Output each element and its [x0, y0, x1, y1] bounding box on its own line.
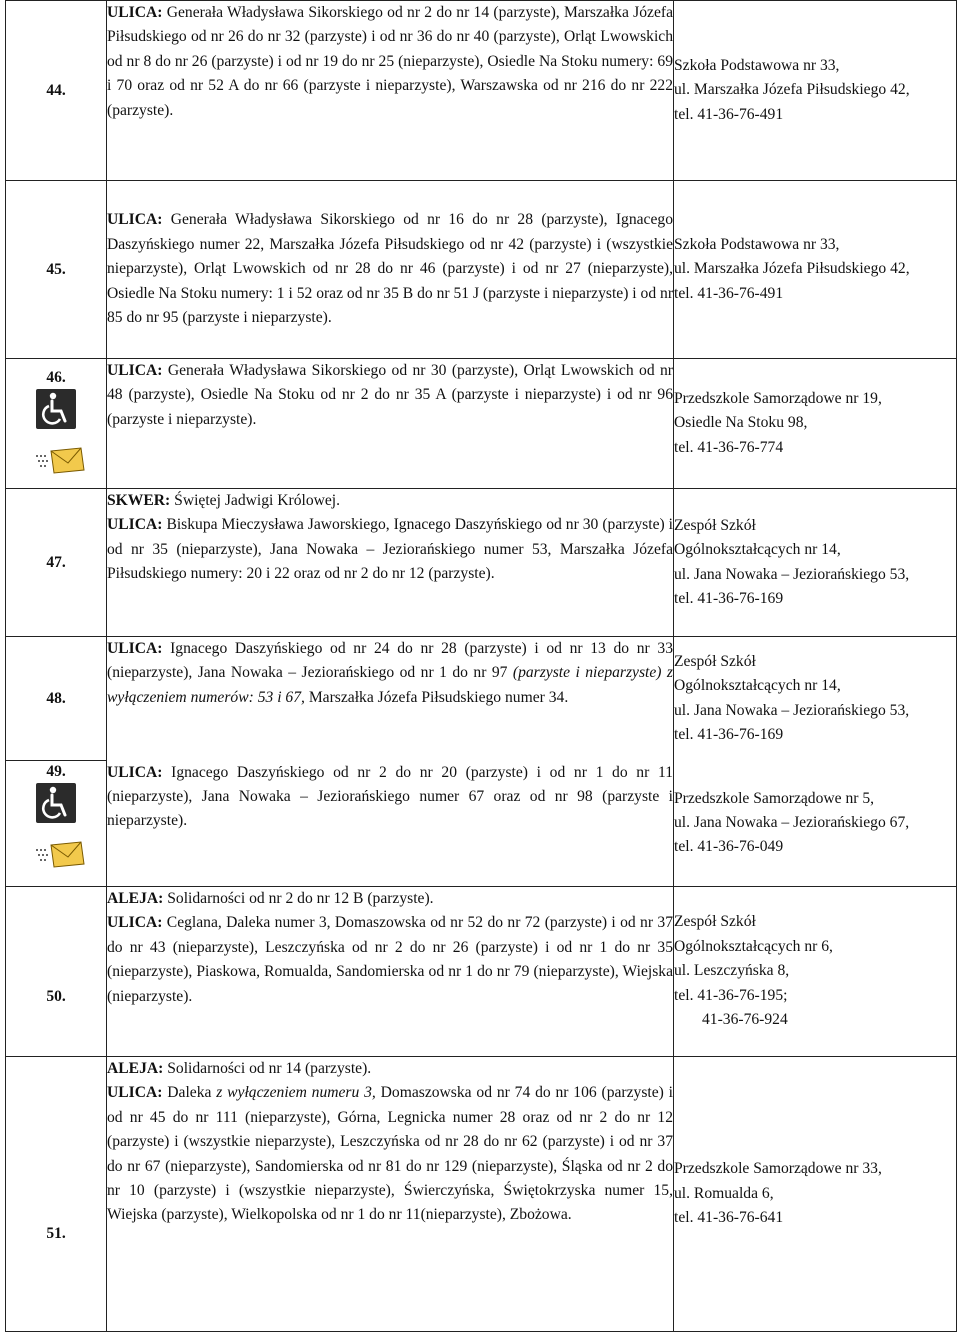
- institution-name: Zespół Szkół: [674, 652, 756, 670]
- street-list: Świętej Jadwigi Królowej.: [170, 492, 341, 509]
- row-number: 44.: [6, 1, 107, 181]
- institution-cell: [674, 181, 957, 359]
- institution-name: Przedszkole Samorządowe nr 5,: [674, 789, 875, 807]
- street-type-label: ULICA:: [107, 763, 163, 781]
- table-row: [6, 761, 957, 887]
- institution-phone: tel. 41-36-76-641: [674, 1209, 784, 1227]
- street-list: Ignacego Daszyńskiego od nr 2 do nr 20 (parzyste) i od nr 1 do nr 11 (nieparzyste), Jana Nowaka – Jeziorańskiego numer 67 oraz od nr 98 (parzyste i nieparzyste).: [107, 763, 673, 830]
- institution-address: ul. Marszałka Józefa Piłsudskiego 42,: [674, 260, 910, 278]
- institution-name: Ogólnokształcących nr 14,: [674, 677, 841, 695]
- institution-name: Przedszkole Samorządowe nr 19,: [674, 389, 882, 407]
- institution-phone: tel. 41-36-76-195;: [674, 986, 788, 1004]
- row-number: 50.: [6, 887, 107, 1057]
- institution-cell: [674, 887, 957, 1057]
- exclusion-note: (parzyste i nieparzyste) z wyłączeniem numerów: 53 i 67,: [107, 664, 673, 706]
- institution-name: Szkoła Podstawowa nr 33,: [674, 56, 840, 74]
- street-type-label: SKWER:: [107, 492, 171, 509]
- institution-address: ul. Jana Nowaka – Jeziorańskiego 53,: [674, 701, 910, 719]
- institution-address: Osiedle Na Stoku 98,: [674, 414, 808, 432]
- street-type-label: ULICA:: [107, 4, 163, 21]
- institution-address: ul. Jana Nowaka – Jeziorańskiego 67,: [674, 814, 910, 832]
- streets-cell: [107, 637, 674, 761]
- table-row: [6, 181, 957, 359]
- streets-cell: [107, 489, 674, 637]
- exclusion-note: z wyłączeniem numeru 3,: [216, 1084, 376, 1102]
- institution-phone: tel. 41-36-76-169: [674, 726, 784, 744]
- streets-cell: [107, 887, 674, 1057]
- institution-address: ul. Marszałka Józefa Piłsudskiego 42,: [674, 81, 910, 99]
- table-row: [6, 887, 957, 1057]
- table-row: [6, 359, 957, 489]
- street-list: Solidarności od nr 14 (parzyste).: [163, 1060, 372, 1077]
- streets-cell: [107, 1057, 674, 1332]
- wheelchair-icon: [36, 389, 76, 429]
- institution-phone: tel. 41-36-76-169: [674, 589, 784, 607]
- institution-name: Ogólnokształcących nr 14,: [674, 541, 841, 559]
- institution-name: Ogólnokształcących nr 6,: [674, 937, 833, 955]
- institution-name: Zespół Szkół: [674, 516, 756, 534]
- street-list: Domaszowska od nr 74 do nr 106 (parzyste) i od nr 45 do nr 111 (nieparzyste), Górna, Legnicka numer 28 oraz od nr 2 do nr 12 (parzyste) i (wszystkie nieparzyste), Leszczyńska od nr 28 do nr 62 (parzyste) i od nr 37 do nr 67 (nieparzyste), Sandomierska od nr 81 do nr 129 (nieparzyste), Śląska od nr 2 do nr 10 (parzyste) i (wszystkie nieparzyste), Świerczyńska, Świętokrzyska numer 15, Wiejska (parzyste), Wielkopolska od nr 1 do nr 11(nieparzyste), Zbożowa.: [107, 1084, 674, 1224]
- table-row: [6, 1057, 957, 1332]
- street-list: Generała Władysława Sikorskiego od nr 16 do nr 28 (parzyste), Ignacego Daszyńskiego numer 22, Marszałka Józefa Piłsudskiego od nr 42 (parzyste) i (wszystkie nieparzyste), Orląt Lwowskich od nr 28 do nr 46 (parzyste) i od nr 27 (nieparzyste), Osiedle Na Stoku numery: 1 i 52 oraz od nr 35 B do nr 51 J (parzyste i nieparzyste) i od nr 85 do nr 95 (parzyste i nieparzyste).: [107, 211, 674, 327]
- institution-address: ul. Romualda 6,: [674, 1184, 774, 1202]
- street-type-label: ULICA:: [107, 1084, 163, 1102]
- street-list: Generała Władysława Sikorskiego od nr 30 (parzyste), Orląt Lwowskich od nr 48 (parzyste), Osiedle Na Stoku od nr 2 do nr 35 A (parzyste i nieparzyste) i od nr 96 (parzyste i nieparzyste).: [107, 362, 673, 428]
- institution-cell: [674, 637, 957, 761]
- street-list: Solidarności od nr 2 do nr 12 B (parzyste).: [163, 890, 434, 907]
- row-number: 47.: [6, 489, 107, 637]
- wheelchair-icon: [36, 783, 76, 823]
- institution-phone: tel. 41-36-76-491: [674, 284, 784, 302]
- institution-cell: [674, 489, 957, 637]
- districts-table: [5, 0, 957, 1332]
- envelope-icon: [36, 841, 86, 869]
- row-number: 51.: [6, 1057, 107, 1332]
- street-type-label: ULICA:: [107, 516, 163, 534]
- street-list: Marszałka Józefa Piłsudskiego numer 34.: [304, 688, 569, 706]
- institution-cell: [674, 1, 957, 181]
- street-type-label: ALEJA:: [107, 890, 164, 907]
- streets-cell: [107, 359, 674, 489]
- institution-address: ul. Leszczyńska 8,: [674, 962, 790, 980]
- row-number: 46.: [6, 359, 107, 489]
- table-row: [6, 637, 957, 761]
- institution-cell: [674, 761, 957, 887]
- streets-cell: [107, 1, 674, 181]
- institution-name: Przedszkole Samorządowe nr 33,: [674, 1160, 882, 1178]
- street-type-label: ULICA:: [107, 914, 163, 932]
- street-type-label: ULICA:: [107, 640, 163, 657]
- table-row: [6, 489, 957, 637]
- street-type-label: ALEJA:: [107, 1060, 164, 1077]
- institution-name: Szkoła Podstawowa nr 33,: [674, 235, 840, 253]
- institution-phone: tel. 41-36-76-491: [674, 105, 784, 123]
- street-type-label: ULICA:: [107, 362, 163, 379]
- row-number: 45.: [6, 181, 107, 359]
- institution-cell: [674, 359, 957, 489]
- row-number: 48.: [6, 637, 107, 761]
- streets-cell: [107, 181, 674, 359]
- street-list: Ceglana, Daleka numer 3, Domaszowska od nr 52 do nr 72 (parzyste) i od nr 37 do nr 43 (nieparzyste), Leszczyńska od nr 2 do nr 26 (parzyste) i od nr 1 do nr 35 (nieparzyste), Piaskowa, Romualda, Sandomierska od nr 1 do nr 79 (nieparzyste), Wiejska (nieparzyste).: [107, 914, 673, 1005]
- institution-address: ul. Jana Nowaka – Jeziorańskiego 53,: [674, 565, 910, 583]
- street-list: Generała Władysława Sikorskiego od nr 2 do nr 14 (parzyste), Marszałka Józefa Piłsudskiego od nr 26 do nr 32 (parzyste) i od nr 36 do nr 40 (parzyste), Orląt Lwowskich od nr 8 do nr 26 (parzyste) i od nr 19 do nr 25 (nieparzyste), Osiedle Na Stoku numery: 69 i 70 oraz od nr 52 A do nr 66 (parzyste i nieparzyste), Warszawska od nr 216 do nr 222 (parzyste).: [107, 4, 673, 119]
- streets-cell: [107, 761, 674, 887]
- institution-phone-2: 41-36-76-924: [702, 1011, 788, 1029]
- institution-phone: tel. 41-36-76-049: [674, 838, 784, 856]
- street-type-label: ULICA:: [107, 211, 163, 229]
- institution-phone: tel. 41-36-76-774: [674, 438, 784, 456]
- institution-cell: [674, 1057, 957, 1332]
- street-list: Ignacego Daszyńskiego od nr 24 do nr 28 (parzyste) i od nr 13 do nr 33 (nieparzyste), Jana Nowaka – Jeziorańskiego od nr 1 do nr 97: [107, 640, 673, 682]
- institution-name: Zespół Szkół: [674, 913, 756, 931]
- street-list: Biskupa Mieczysława Jaworskiego, Ignacego Daszyńskiego od nr 30 (parzyste) i od nr 35 (nieparzyste), Jana Nowaka – Jeziorańskiego numer 53, Marszałka Józefa Piłsudskiego numery: 20 i 22 oraz od nr 2 do nr 12 (parzyste).: [107, 516, 673, 583]
- row-number: 49.: [6, 761, 107, 887]
- street-list: Daleka: [162, 1084, 217, 1102]
- envelope-icon: [36, 447, 86, 475]
- table-row: [6, 1, 957, 181]
